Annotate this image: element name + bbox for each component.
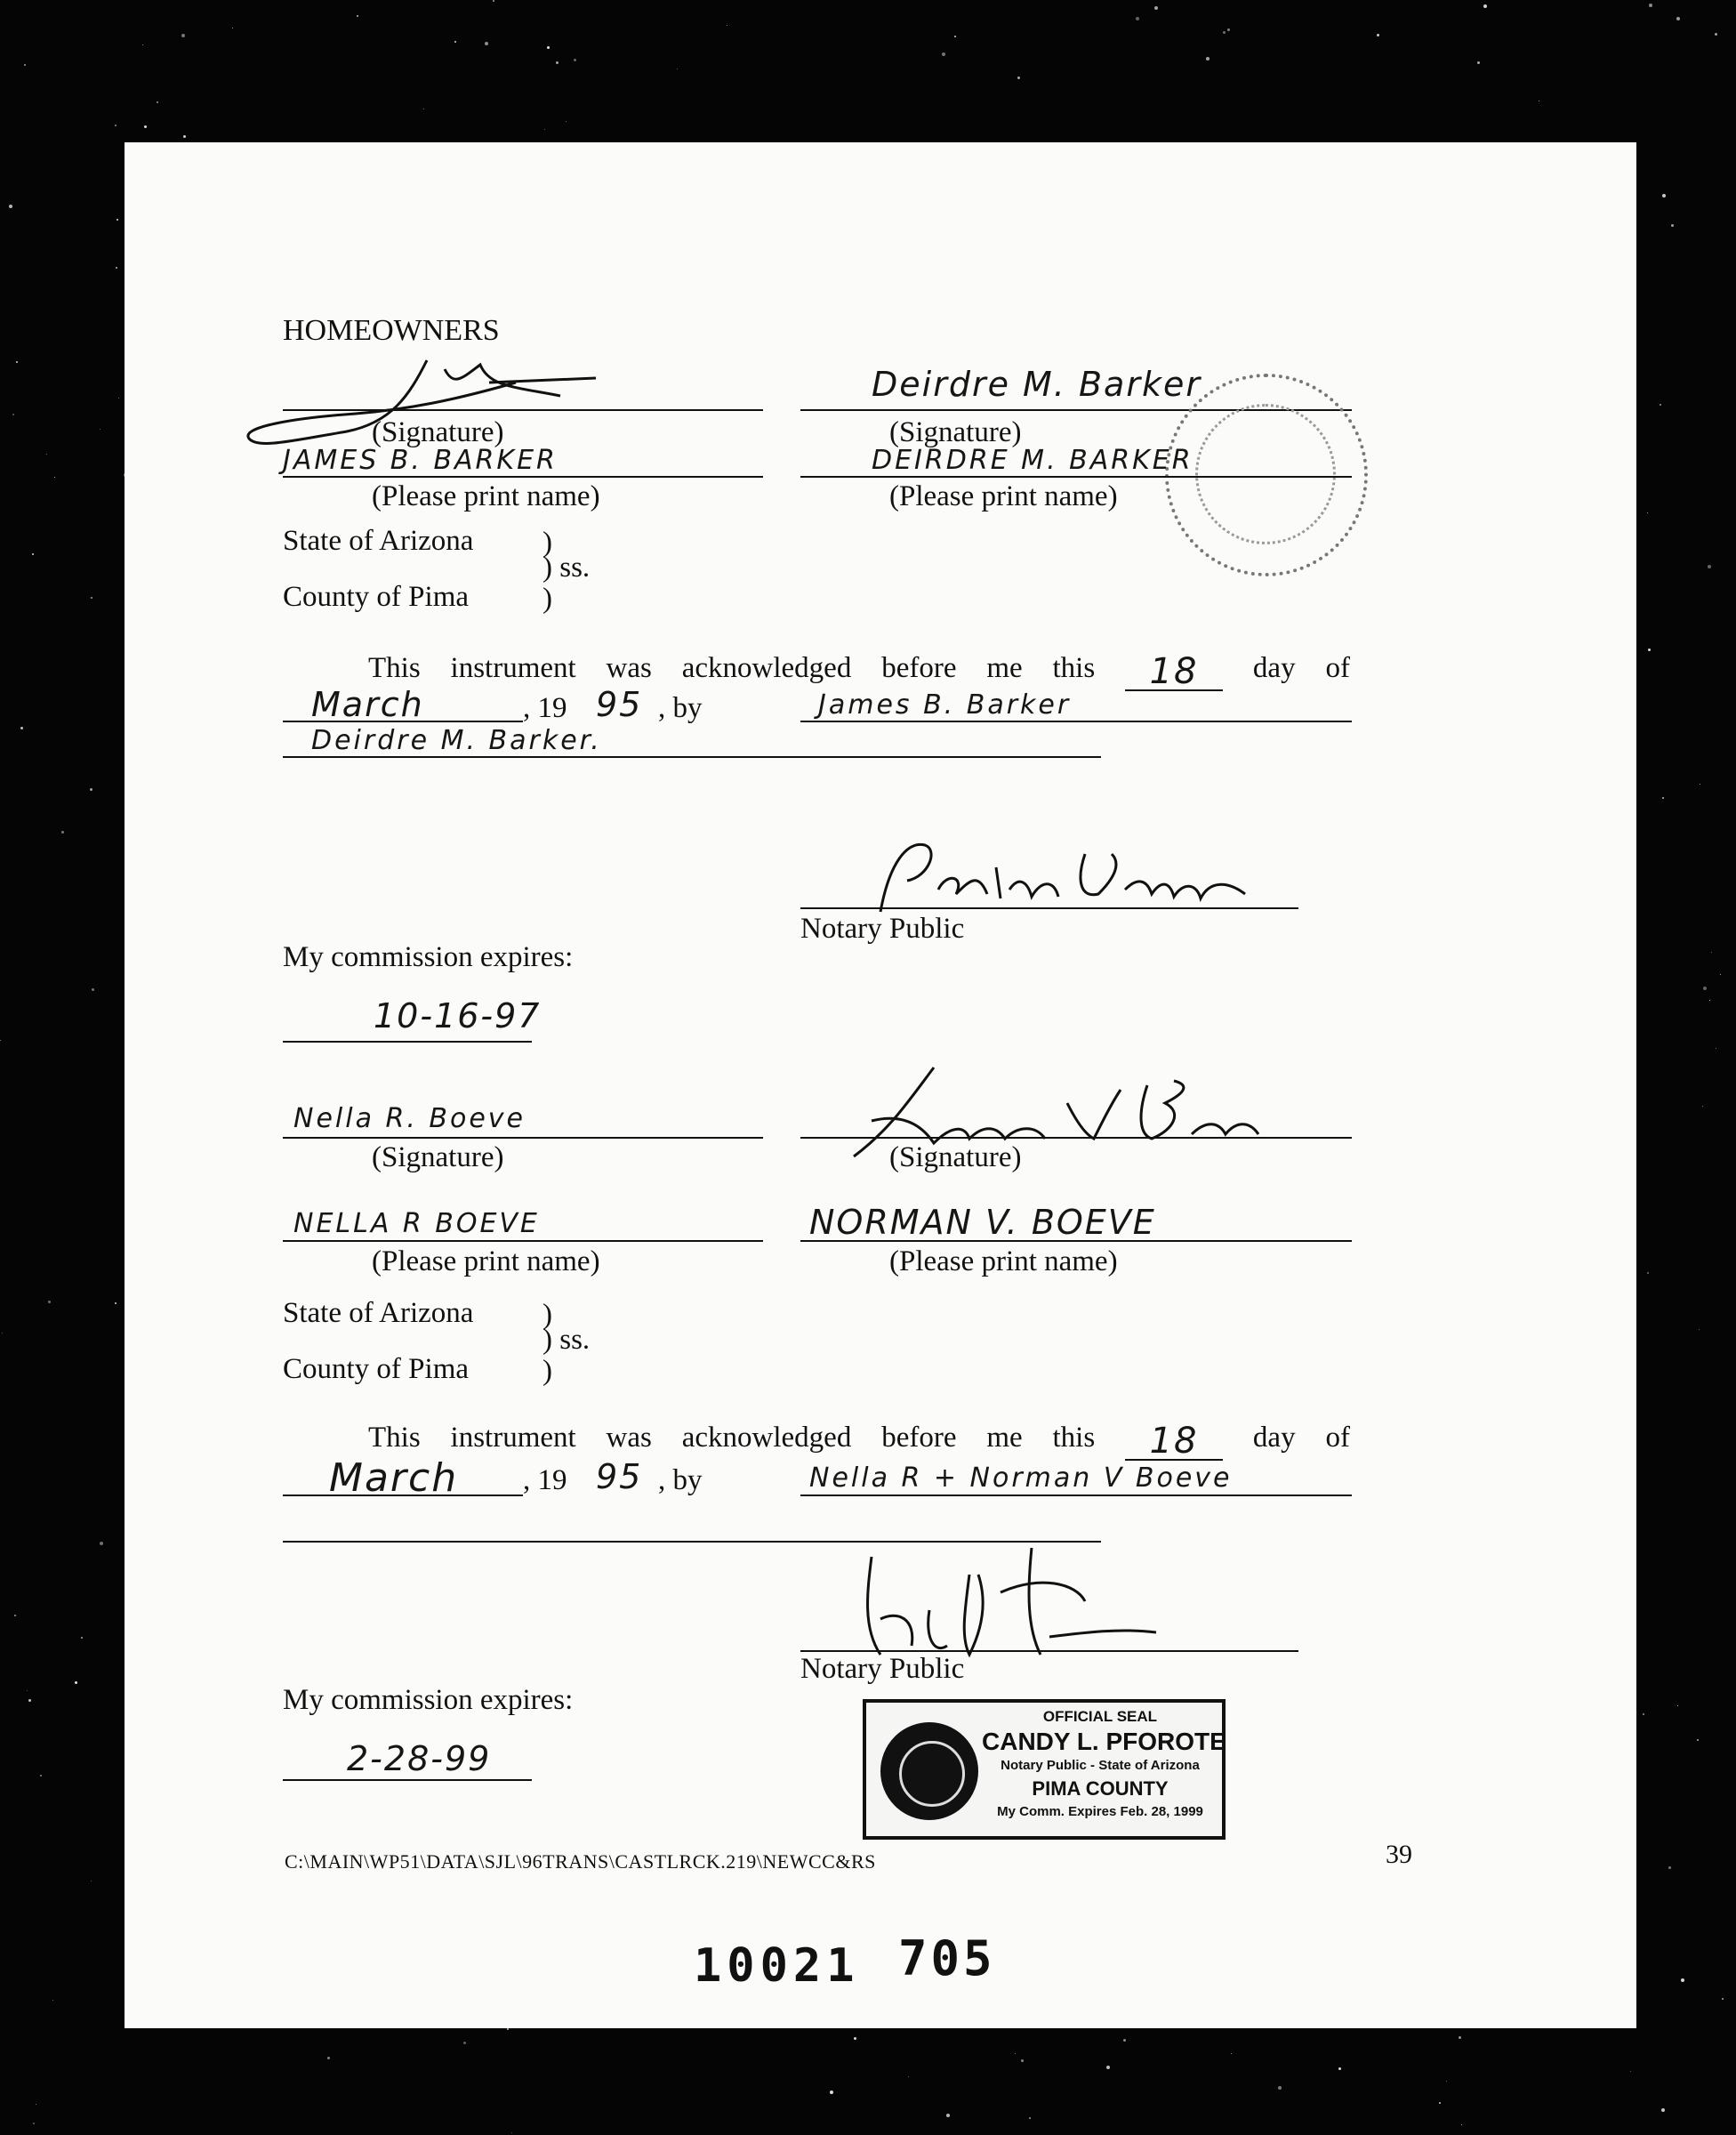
by-label-2: , by <box>658 1464 703 1496</box>
year-handwritten-1: 95 <box>596 685 643 724</box>
commission-label-2: My commission expires: <box>283 1684 574 1716</box>
signature-nella-boeve: Nella R. Boeve <box>293 1103 526 1134</box>
stamp-line-notary-state: Notary Public - State of Arizona <box>1001 1758 1200 1773</box>
county-label-2: County of Pima <box>283 1353 470 1385</box>
signature-label-right-2: (Signature) <box>889 1141 1022 1173</box>
state-label-1: State of Arizona <box>283 525 474 557</box>
signature-label-left-1: (Signature) <box>372 416 504 448</box>
print-label-right-1: (Please print name) <box>889 480 1118 512</box>
signature-label-left-2: (Signature) <box>372 1141 504 1173</box>
ss-label-1: ) ss. <box>542 552 591 584</box>
document-number: 10021 <box>694 1939 860 1993</box>
year-prefix-1: , 19 <box>523 692 567 724</box>
by-line-1b <box>283 756 1101 758</box>
commission-label-1: My commission expires: <box>283 941 574 973</box>
signature-line-left-1 <box>283 409 763 411</box>
year-handwritten-2: 95 <box>596 1457 643 1496</box>
signature-norman-boeve <box>800 1050 1334 1183</box>
year-prefix-2: , 19 <box>523 1464 567 1496</box>
homeowners-heading: HOMEOWNERS <box>283 314 500 347</box>
acknowledged-by-1b: Deirdre M. Barker. <box>311 725 602 756</box>
month-handwritten-1: March <box>311 685 424 724</box>
commission-date-2: 2-28-99 <box>347 1739 492 1778</box>
by-label-1: , by <box>658 692 703 724</box>
by-line-1 <box>800 721 1352 722</box>
print-label-right-2: (Please print name) <box>889 1245 1118 1277</box>
paren-1a: ) <box>542 527 552 559</box>
print-line-right-1 <box>800 476 1352 478</box>
acknowledged-by-2: Nella R + Norman V Boeve <box>809 1462 1233 1494</box>
print-label-left-2: (Please print name) <box>372 1245 600 1277</box>
commission-date-1: 10-16-97 <box>374 996 542 1035</box>
printed-name-right-1: DEIRDRE M. BARKER <box>872 445 1194 476</box>
ss-label-2: ) ss. <box>542 1324 591 1356</box>
printed-name-left-1: JAMES B. BARKER <box>283 445 558 476</box>
acknowledgment-line-2: This instrument was acknowledged before me this 18 day of <box>368 1421 1350 1462</box>
acknowledgment-line-1: This instrument was acknowledged before me this 18 day of <box>368 651 1350 692</box>
arizona-seal-icon <box>880 1722 978 1820</box>
paren-2b: ) <box>542 1355 552 1387</box>
commission-line-2 <box>283 1779 532 1781</box>
document-page-number: 705 <box>898 1930 996 1986</box>
printed-name-right-2: NORMAN V. BOEVE <box>809 1203 1156 1242</box>
signature-line-left-2 <box>283 1137 763 1139</box>
county-label-1: County of Pima <box>283 581 470 613</box>
signature-deirdre-barker: Deirdre M. Barker <box>872 365 1202 404</box>
state-label-2: State of Arizona <box>283 1297 474 1329</box>
notary-label-1: Notary Public <box>800 913 965 945</box>
month-line-1 <box>283 721 523 722</box>
signature-line-right-2 <box>800 1137 1352 1139</box>
print-line-right-2 <box>800 1240 1352 1242</box>
month-handwritten-2: March <box>329 1455 459 1501</box>
notary-stamp <box>863 1699 1226 1840</box>
paren-1b: ) <box>542 583 552 615</box>
page-number: 39 <box>1386 1840 1412 1869</box>
printed-name-left-2: NELLA R BOEVE <box>293 1208 540 1239</box>
notary-label-2: Notary Public <box>800 1653 965 1685</box>
commission-line-1 <box>283 1041 532 1043</box>
by-line-2 <box>800 1494 1352 1496</box>
month-line-2 <box>283 1494 523 1496</box>
file-path: C:\MAIN\WP51\DATA\SJL\96TRANS\CASTLRCK.219\NEWCC&RS <box>285 1850 876 1873</box>
print-line-left-1 <box>283 476 763 478</box>
notary-line-2 <box>800 1650 1298 1652</box>
stamp-line-county: PIMA COUNTY <box>1032 1777 1169 1800</box>
notary-line-1 <box>800 907 1298 909</box>
paren-2a: ) <box>542 1299 552 1331</box>
stamp-line-notary-name: CANDY L. PFOROTE <box>982 1728 1226 1755</box>
embossed-seal <box>1165 374 1368 576</box>
stamp-line-expires: My Comm. Expires Feb. 28, 1999 <box>997 1804 1203 1819</box>
stamp-line-official-seal: OFFICIAL SEAL <box>1042 1708 1158 1725</box>
print-line-left-2 <box>283 1240 763 1242</box>
acknowledged-by-1: James B. Barker <box>818 689 1072 721</box>
signature-label-right-1: (Signature) <box>889 416 1022 448</box>
document-page <box>125 142 1636 2028</box>
print-label-left-1: (Please print name) <box>372 480 600 512</box>
